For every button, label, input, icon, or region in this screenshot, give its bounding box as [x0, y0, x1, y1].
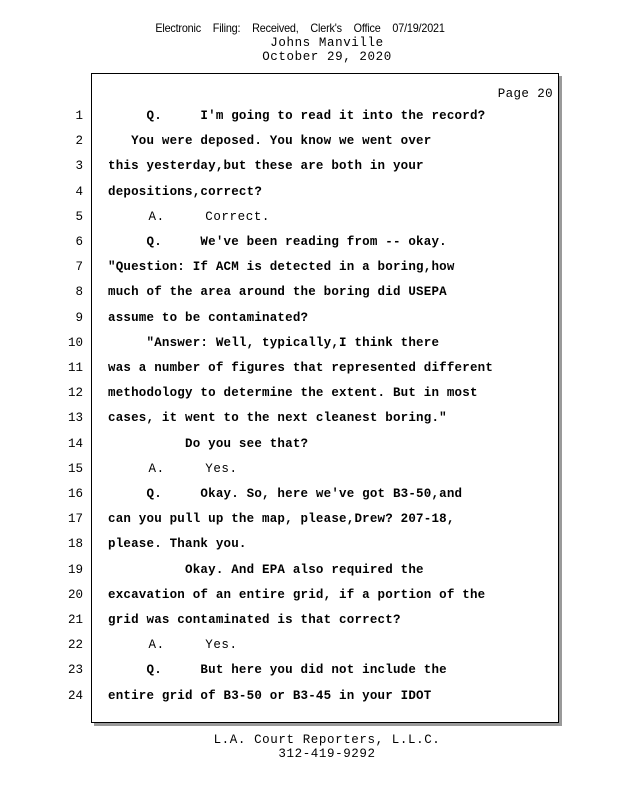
- reporter-company: L.A. Court Reporters, L.L.C.: [213, 733, 441, 747]
- page-number: Page 20: [497, 87, 553, 101]
- transcript-line: Q. Okay. So, here we've got B3-50,and: [108, 487, 463, 501]
- line-number: 22: [67, 638, 83, 653]
- stamp-filing: Filing:: [212, 21, 241, 35]
- line-number: 9: [75, 310, 83, 325]
- line-number: 4: [75, 184, 83, 199]
- line-number: 6: [75, 235, 83, 249]
- transcript-line: Okay. And EPA also required the: [108, 562, 424, 577]
- stamp-clerks: Clerk's: [310, 21, 342, 35]
- line-number: 3: [75, 159, 83, 174]
- line-number: 12: [67, 386, 83, 401]
- transcript-line: excavation of an entire grid, if a portion of the: [108, 587, 486, 602]
- line-number: 23: [67, 663, 83, 678]
- stamp-electronic: Electronic: [155, 21, 201, 35]
- transcript-line: Do you see that?: [108, 436, 309, 451]
- transcript-line: A. Correct.: [108, 209, 271, 224]
- deponent-name: Johns Manville: [270, 36, 384, 50]
- line-number: 15: [67, 461, 83, 476]
- line-number: 1: [75, 109, 83, 123]
- line-number: 8: [75, 285, 83, 300]
- line-number: 24: [67, 688, 83, 703]
- stamp-date: 07/19/2021: [392, 21, 445, 35]
- transcript-line: A. Yes.: [108, 461, 238, 476]
- line-number: 2: [75, 134, 83, 149]
- transcript-line: methodology to determine the extent. But in most: [108, 386, 478, 401]
- transcript-line: depositions,correct?: [108, 184, 263, 199]
- transcript-line: please. Thank you.: [108, 537, 247, 552]
- transcript-line: "Question: If ACM is detected in a boring,how: [108, 260, 455, 275]
- transcript-line: Q. We've been reading from -- okay.: [108, 235, 447, 249]
- line-number: 14: [67, 436, 83, 451]
- stamp-received: Received,: [252, 21, 299, 35]
- transcript-line: was a number of figures that represented different: [108, 361, 494, 375]
- line-number: 13: [67, 411, 83, 426]
- line-number: 17: [67, 512, 83, 527]
- transcript-line: cases, it went to the next cleanest boring.": [108, 411, 447, 426]
- line-number: 16: [67, 487, 83, 501]
- transcript-line: A. Yes.: [108, 638, 238, 653]
- line-number: 5: [75, 209, 83, 224]
- transcript-line: much of the area around the boring did USEPA: [108, 285, 447, 300]
- transcript-line: Q. But here you did not include the: [108, 663, 447, 678]
- transcript-line: "Answer: Well, typically,I think there: [108, 335, 440, 350]
- transcript-line: entire grid of B3-50 or B3-45 in your IDOT: [108, 688, 432, 703]
- line-number: 20: [67, 587, 83, 602]
- deposition-date: October 29, 2020: [262, 50, 392, 64]
- reporter-phone: 312-419-9292: [278, 747, 376, 761]
- line-number: 11: [67, 361, 83, 375]
- transcript-line: assume to be contaminated?: [108, 310, 309, 325]
- stamp-office: Office: [353, 21, 381, 35]
- transcript-line: Q. I'm going to read it into the record?: [108, 109, 486, 123]
- transcript-line: grid was contaminated is that correct?: [108, 613, 401, 627]
- line-number: 10: [67, 335, 83, 350]
- transcript-line: this yesterday,but these are both in your: [108, 159, 424, 174]
- transcript-line: You were deposed. You know we went over: [108, 134, 432, 149]
- line-number: 7: [75, 260, 83, 275]
- electronic-filing-stamp: [30, 21, 570, 35]
- line-number: 21: [67, 613, 83, 627]
- line-number: 19: [67, 562, 83, 577]
- line-number: 18: [67, 537, 83, 552]
- transcript-line: can you pull up the map, please,Drew? 207-18,: [108, 512, 455, 527]
